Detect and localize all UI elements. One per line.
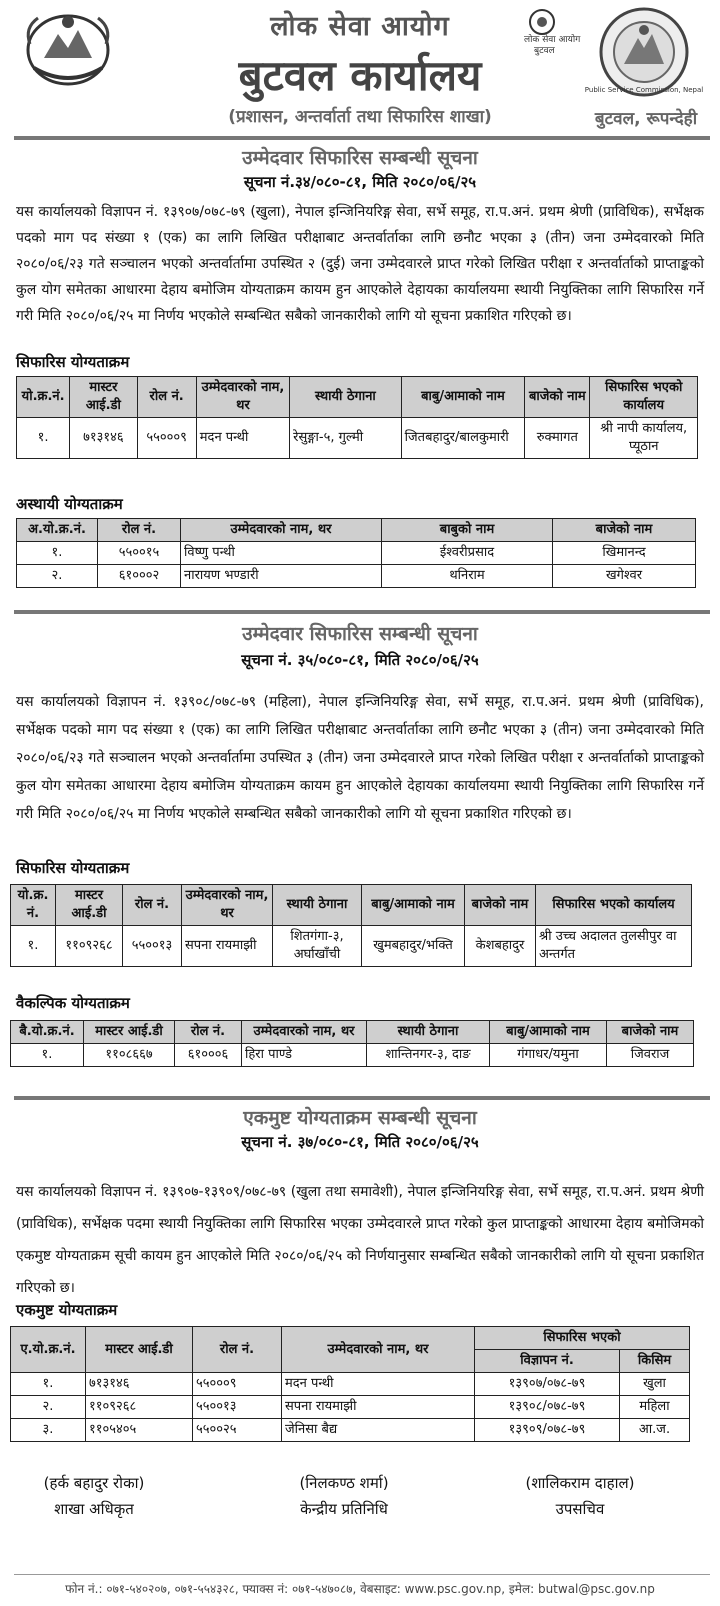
col-header: बाबु/आमाको नाम: [490, 1021, 607, 1044]
col-header: बै.यो.क्र.नं.: [11, 1021, 84, 1044]
cell: ३.: [11, 1419, 86, 1442]
col-header: बाजेको नाम: [607, 1021, 694, 1044]
cell: ५५००१३: [193, 1396, 282, 1419]
cell: विष्णु पन्थी: [181, 542, 382, 565]
col-header: रोल नं.: [123, 885, 182, 926]
cell: खुमबहादुर/भक्ति: [362, 926, 465, 967]
signatory-name: (शालिकराम दाहाल): [525, 1474, 635, 1492]
col-header: रोल नं.: [98, 519, 181, 542]
branch-subtitle: (प्रशासन, अन्तर्वार्ता तथा सिफारिस शाखा): [228, 107, 492, 127]
signature-block: [234, 1470, 454, 1522]
cell: जिवराज: [607, 1044, 694, 1067]
cell: नारायण भण्डारी: [181, 565, 382, 588]
notice3-label: एकमुष्ट योग्यताक्रम: [16, 1301, 118, 1319]
small-logo-text: बुटवल: [534, 46, 555, 56]
cell: १.: [17, 542, 98, 565]
cell: श्री उच्च अदालत तुलसीपुर वा अन्तर्गत: [536, 926, 692, 967]
seal-text: Public Service Commission, Nepal: [584, 86, 704, 94]
notice1-rec-label: सिफारिस योग्यताक्रम: [16, 353, 130, 371]
footer-contact: फोन नं.: ०७१-५४०२०७, ०७१-५५४३२८, फ्याक्स नं: ०७१-५४७०८७, वेबसाइट: www.psc.gov.np, इमेल: butwal@psc.gov.np: [65, 1582, 655, 1596]
table-header-row: [11, 885, 692, 926]
cell: ११०९२६८: [86, 1396, 193, 1419]
col-header: रोल नं.: [175, 1021, 242, 1044]
cell: खुला: [620, 1373, 690, 1396]
notice2-alt-table: [10, 1020, 694, 1067]
col-header: ए.यो.क्र.नं.: [11, 1327, 86, 1373]
cell: २.: [11, 1396, 86, 1419]
table-header-row: [11, 1021, 694, 1044]
col-header: यो.क्र. नं.: [11, 885, 56, 926]
col-header: बाजेको नाम: [525, 377, 590, 418]
signature-block: [470, 1470, 690, 1522]
table-row: [11, 1044, 694, 1067]
col-header: बाजेको नाम: [465, 885, 536, 926]
table-header-row: [11, 1327, 690, 1350]
col-header: स्थायी ठेगाना: [273, 885, 362, 926]
col-header: मास्टर आई.डी: [56, 885, 123, 926]
office-title: बुटवल कार्यालय: [238, 51, 482, 100]
cell: जेनिसा बैद्य: [282, 1419, 475, 1442]
cell: खिमानन्द: [553, 542, 696, 565]
table-row: [17, 418, 698, 459]
office-place: बुटवल, रूपन्देही: [594, 109, 698, 129]
notice1-body: यस कार्यालयको विज्ञापन नं. १३९०७/०७८-७९ (खुला), नेपाल इन्जिनियरिङ्ग सेवा, सर्भे समूह, रा.प.अनं. प्रथम श्रेणी (प्राविधिक), सर्भेक्षक पदको माग पद संख्या १ (एक) का लागि लिखित परीक्षाबाट अन्तर्वार्ताका लागि छनौट भएका ३ (तीन) जना उम्मेदवारको मिति २०८०/०६/२३ गते सञ्चालन भएको अन्तर्वार्तामा उपस्थित २ (दुई) जना उम्मेदवारले प्राप्त गरेको लिखित परीक्षा र अन्तर्वार्ताको प्राप्ताङ्कको कुल योग समेतका आधारमा देहाय बमोजिम योग्यताक्रम कायम हुन आएकोले देहायका कार्यालयमा स्थायी नियुक्तिका लागि सिफारिस गर्ने गरी मिति २०८०/०६/२५ मा निर्णय भएकोले सम्बन्धित सबैको जानकारीको लागि यो सूचना प्रकाशित गरिएको छ।: [16, 204, 704, 324]
col-header: मास्टर आई.डी: [84, 1021, 175, 1044]
col-header: सिफारिस भएको कार्यालय: [590, 377, 698, 418]
col-header: उम्मेदवारको नाम, थर: [242, 1021, 367, 1044]
cell: हिरा पाण्डे: [242, 1044, 367, 1067]
cell: मदन पन्थी: [282, 1373, 475, 1396]
cell: मदन पन्थी: [196, 418, 289, 459]
cell: केशबहादुर: [465, 926, 536, 967]
notice1-number: सूचना नं.३४/०८०-८१, मिति २०८०/०६/२५: [243, 173, 477, 191]
cell: १.: [11, 926, 56, 967]
notice1-temp-label: अस्थायी योग्यताक्रम: [16, 495, 123, 513]
col-header: बाबु/आमाको नाम: [362, 885, 465, 926]
cell: ७१३१४६: [70, 418, 137, 459]
cell: सपना रायमाझी: [182, 926, 273, 967]
col-header: किसिम: [620, 1350, 690, 1373]
cell: रुक्मागत: [525, 418, 590, 459]
notice2-body: यस कार्यालयको विज्ञापन नं. १३९०८/०७८-७९ (महिला), नेपाल इन्जिनियरिङ्ग सेवा, सर्भे समूह, रा.प.अनं. प्रथम श्रेणी (प्राविधिक), सर्भेक्षक पदको माग पद संख्या १ (एक) का लागि लिखित परीक्षाबाट अन्तर्वार्ताका लागि छनौट भएका ३ (तीन) जना उम्मेदवारको मिति २०८०/०६/२३ गते सञ्चालन भएको अन्तर्वार्तामा उपस्थित ३ (तीन) जना उम्मेदवारले प्राप्त गरेको लिखित परीक्षा र अन्तर्वार्ताको प्राप्ताङ्कको कुल योग समेतका आधारमा देहाय बमोजिम योग्यताक्रम कायम हुन आएकोले देहायका कार्यालयमा स्थायी नियुक्तिका लागि सिफारिस गर्ने गरी मिति २०८०/०६/२५ मा निर्णय भएकोले सम्बन्धित सबैको जानकारीको लागि यो सूचना प्रकाशित गरिएको छ।: [16, 694, 704, 822]
notice3-table: [10, 1326, 690, 1442]
notice1-rec-table: [16, 376, 698, 459]
cell: महिला: [620, 1396, 690, 1419]
table-header-row: [17, 377, 698, 418]
divider: [14, 1096, 710, 1100]
cell: ५५००२५: [193, 1419, 282, 1442]
divider: [14, 136, 710, 140]
cell: ६१०००६: [175, 1044, 242, 1067]
notice3-title: एकमुष्ट योग्यताक्रम सम्बन्धी सूचना: [243, 1107, 477, 1129]
cell: ५५०००९: [137, 418, 196, 459]
table-row: [17, 542, 696, 565]
cell: रेसुङ्गा-५, गुल्मी: [290, 418, 401, 459]
col-header: उम्मेदवारको नाम, थर: [181, 519, 382, 542]
signatory-name: (हर्क बहादुर रोका): [43, 1474, 145, 1492]
divider: [14, 1574, 710, 1575]
cell: १.: [11, 1373, 86, 1396]
col-header: बाजेको नाम: [553, 519, 696, 542]
cell: ईश्वरीप्रसाद: [382, 542, 553, 565]
notice2-rec-table: [10, 884, 692, 967]
cell: आ.ज.: [620, 1419, 690, 1442]
signature-block: [0, 1470, 204, 1522]
col-header: मास्टर आई.डी: [70, 377, 137, 418]
signatory-name: (निलकण्ठ शर्मा): [299, 1474, 389, 1492]
col-header: उम्मेदवारको नाम, थर: [182, 885, 273, 926]
cell: ७१३१४६: [86, 1373, 193, 1396]
cell: ११०५४०५: [86, 1419, 193, 1442]
notice1-title: उम्मेदवार सिफारिस सम्बन्धी सूचना: [242, 147, 478, 169]
cell: गंगाधर/यमुना: [490, 1044, 607, 1067]
cell: १३९०७/०७८-७९: [475, 1373, 620, 1396]
cell: ५५०००९: [193, 1373, 282, 1396]
page-title-org: लोक सेवा आयोग: [270, 11, 450, 42]
col-header: रोल नं.: [193, 1327, 282, 1373]
cell: २.: [17, 565, 98, 588]
col-header: स्थायी ठेगाना: [367, 1021, 490, 1044]
cell: ५५००१५: [98, 542, 181, 565]
col-header: बाबु/आमाको नाम: [401, 377, 525, 418]
col-header: मास्टर आई.डी: [86, 1327, 193, 1373]
cell: ५५००१३: [123, 926, 182, 967]
table-row: [11, 1373, 690, 1396]
table-row: [11, 1419, 690, 1442]
col-header: उम्मेदवारको नाम, थर: [196, 377, 289, 418]
notice2-number: सूचना नं. ३५/०८०-८१, मिति २०८०/०६/२५: [241, 651, 479, 669]
col-header: स्थायी ठेगाना: [290, 377, 401, 418]
cell: थनिराम: [382, 565, 553, 588]
signatory-title: केन्द्रीय प्रतिनिधि: [300, 1500, 388, 1518]
cell: ११०९२६८: [56, 926, 123, 967]
table-row: [11, 1396, 690, 1419]
cell: शान्तिनगर-३, दाङ: [367, 1044, 490, 1067]
cell: श्री नापी कार्यालय, प्यूठान: [590, 418, 698, 459]
svg-text:लोक सेवा आयोग: लोक सेवा आयोग: [524, 35, 581, 45]
cell: १३९०९/०७८-७९: [475, 1419, 620, 1442]
cell: जितबहादुर/बालकुमारी: [401, 418, 525, 459]
cell: खगेश्वर: [553, 565, 696, 588]
cell: १.: [11, 1044, 84, 1067]
col-header: सिफारिस भएको कार्यालय: [536, 885, 692, 926]
signatory-title: शाखा अधिकृत: [54, 1500, 134, 1518]
col-header: उम्मेदवारको नाम, थर: [282, 1327, 475, 1373]
col-header: अ.यो.क्र.नं.: [17, 519, 98, 542]
col-header: विज्ञापन नं.: [475, 1350, 620, 1373]
table-header-row: [17, 519, 696, 542]
col-group-header: सिफारिस भएको: [475, 1327, 690, 1350]
col-header: रोल नं.: [137, 377, 196, 418]
cell: ६१०००२: [98, 565, 181, 588]
notice2-alt-label: वैकल्पिक योग्यताक्रम: [16, 994, 130, 1012]
cell: ११०८६६७: [84, 1044, 175, 1067]
notice1-temp-table: [16, 518, 696, 588]
psc-seal: [584, 6, 704, 98]
cell: १.: [17, 418, 70, 459]
table-row: [11, 926, 692, 967]
notice2-rec-label: सिफारिस योग्यताक्रम: [16, 859, 130, 877]
col-header: बाबुको नाम: [382, 519, 553, 542]
table-row: [17, 565, 696, 588]
notice3-body: यस कार्यालयको विज्ञापन नं. १३९०७-१३९०९/०७८-७९ (खुला तथा समावेशी), नेपाल इन्जिनियरिङ्ग सेवा, सर्भे समूह, रा.प.अनं. प्रथम श्रेणी (प्राविधिक), सर्भेक्षक पदमा स्थायी नियुक्तिका लागि सिफारिस भएका उम्मेदवारले प्राप्त गरेको कुल प्राप्ताङ्कको आधारमा देहाय बमोजिमको एकमुष्ट योग्यताक्रम सूची कायम हुन आएकोले मिति २०८०/०६/२५ को निर्णयानुसार सम्बन्धित सबैको जानकारीको लागि यो सूचना प्रकाशित गरिएको छ।: [16, 1184, 704, 1296]
signatory-title: उपसचिव: [555, 1500, 605, 1518]
divider: [14, 610, 710, 614]
cell: १३९०८/०७८-७९: [475, 1396, 620, 1419]
notice2-title: उम्मेदवार सिफारिस सम्बन्धी सूचना: [242, 623, 478, 645]
cell: शितगंगा-३, अर्घाखाँची: [273, 926, 362, 967]
cell: सपना रायमाझी: [282, 1396, 475, 1419]
psc-small-logo: [520, 6, 580, 56]
col-header: यो.क्र.नं.: [17, 377, 70, 418]
notice3-number: सूचना नं. ३७/०८०-८१, मिति २०८०/०६/२५: [241, 1133, 479, 1151]
